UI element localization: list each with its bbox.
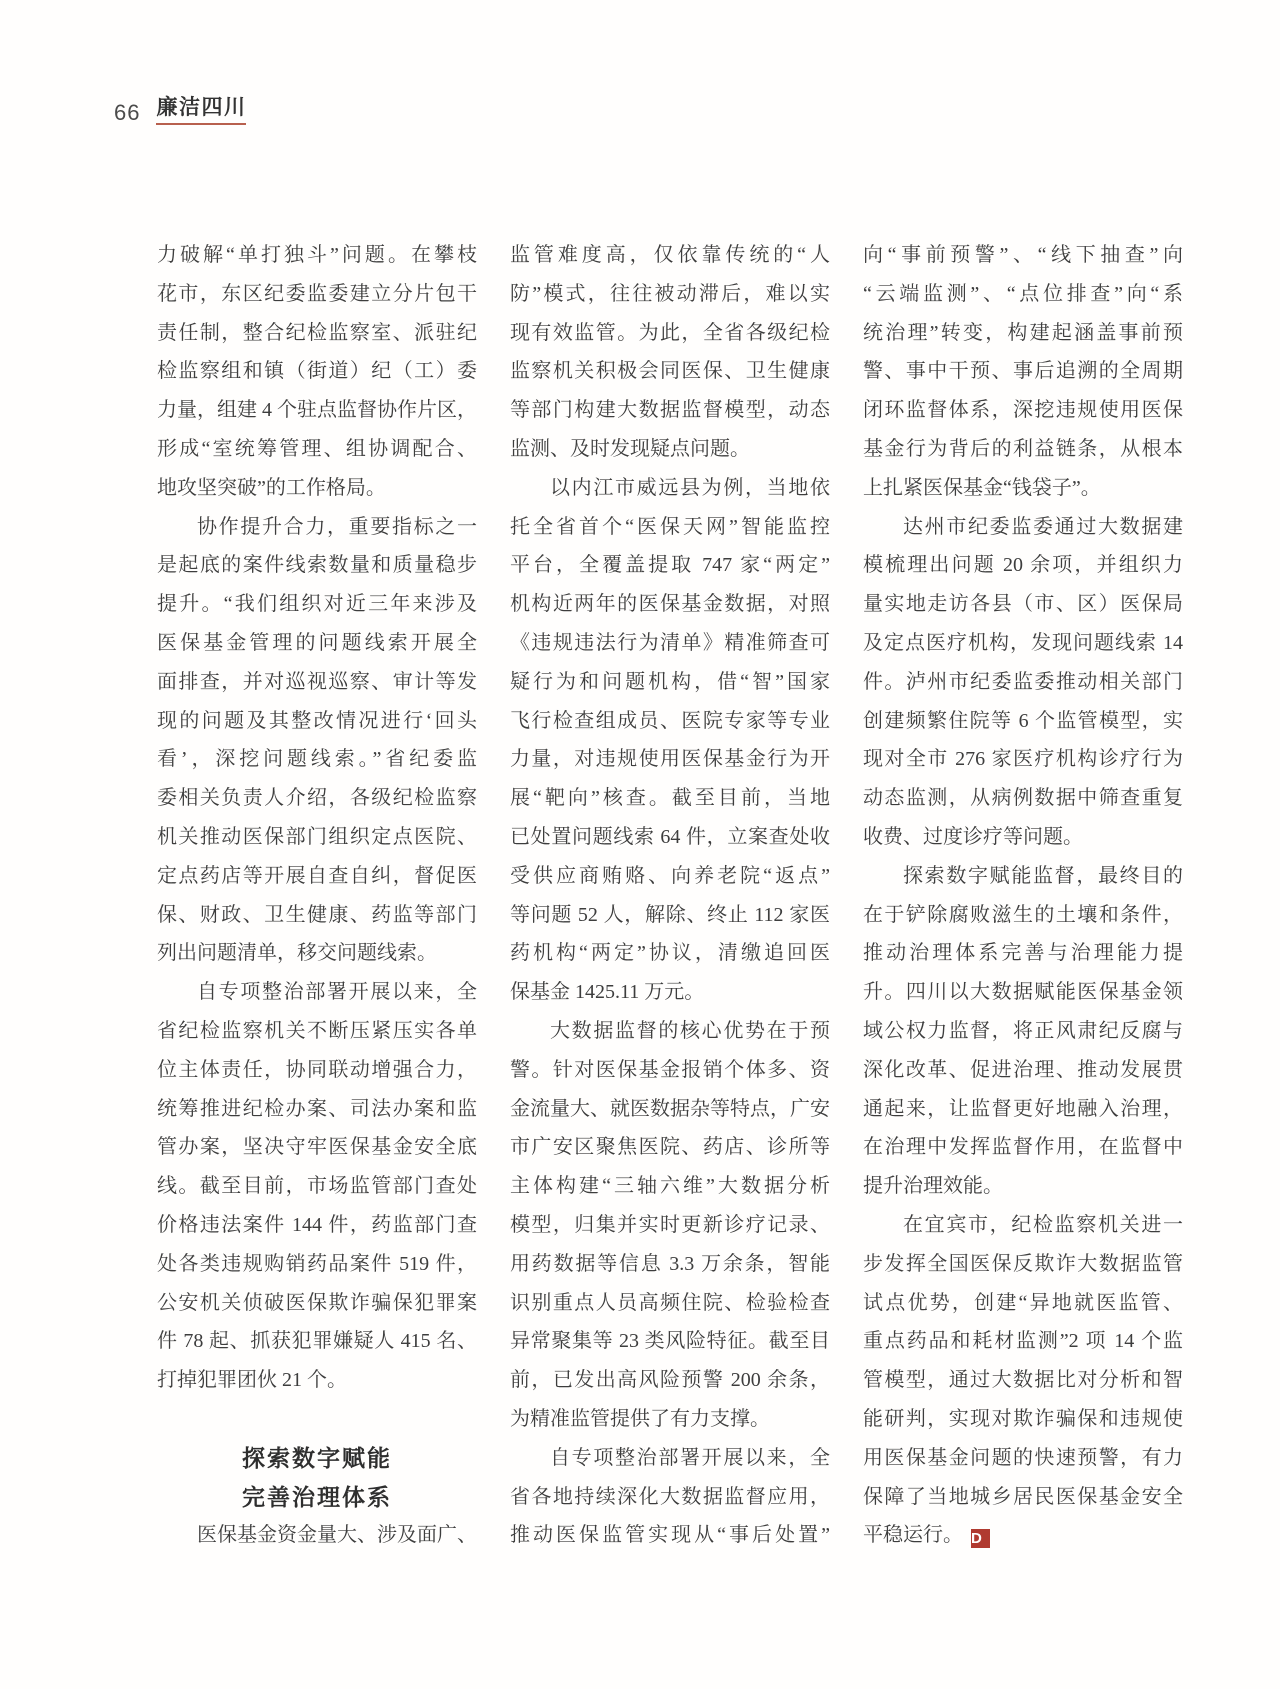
text-line: 探索数字赋能监督，最终目的: [903, 864, 1183, 887]
text-line: 域公权力监督，将正风肃纪反腐与: [863, 1019, 1183, 1042]
column-1: [157, 236, 477, 1555]
text-line: 机关推动医保部门组织定点医院、: [157, 825, 477, 848]
text-line: 线。截至目前，市场监管部门查处: [157, 1175, 477, 1198]
text-line: 警。针对医保基金报销个体多、资: [510, 1058, 830, 1081]
text-line: 创建频繁住院等 6 个监管模型，实: [863, 709, 1183, 732]
text-line: 向“事前预警”、“线下抽查”向: [863, 244, 1183, 266]
text-line: 力量，对违规使用医保基金行为开: [510, 748, 830, 771]
text-line: 升。四川以大数据赋能医保基金领: [863, 981, 1183, 1004]
text-line: 步发挥全国医保反欺诈大数据监管: [863, 1252, 1183, 1275]
text-line: 件 78 起、抓获犯罪嫌疑人 415 名、: [157, 1330, 477, 1353]
text-line: 监管难度高，仅依靠传统的“人: [510, 244, 830, 266]
spacer: [157, 1400, 477, 1439]
text-line: 已处置问题线索 64 件，立案查处收: [510, 825, 830, 848]
section-heading-line-2: 完善治理体系: [242, 1483, 392, 1510]
text-line: 价格违法案件 144 件，药监部门查: [157, 1213, 477, 1236]
text-line: 疑行为和问题机构，借“智”国家: [510, 670, 830, 693]
text-line: 位主体责任，协同联动增强合力，: [157, 1058, 477, 1081]
text-line: 为精准监管提供了有力支撑。: [510, 1407, 770, 1430]
text-line: 用医保基金问题的快速预警，有力: [863, 1446, 1183, 1469]
text-line: 监测、及时发现疑点问题。: [510, 437, 750, 460]
text-line: 闭环监督体系，深挖违规使用医保: [863, 399, 1183, 422]
text-line: 列出问题清单，移交问题线索。: [157, 942, 437, 965]
text-line: 现的问题及其整改情况进行‘回头: [157, 709, 477, 732]
text-line: 省纪检监察机关不断压紧压实各单: [157, 1019, 477, 1042]
text-line: “云端监测”、“点位排查”向“系: [863, 282, 1183, 305]
text-line: 现有效监管。为此，全省各级纪检: [510, 321, 830, 344]
text-line: 定点药店等开展自查自纠，督促医: [157, 864, 477, 887]
text-line: 用药数据等信息 3.3 万余条，智能: [510, 1252, 830, 1275]
text-line: 地攻坚突破”的工作格局。: [157, 476, 386, 499]
text-line: 监察机关积极会同医保、卫生健康: [510, 360, 830, 383]
text-line: 自专项整治部署开展以来，全: [550, 1446, 830, 1469]
text-line: 大数据监督的核心优势在于预: [550, 1019, 830, 1042]
text-line: 收费、过度诊疗等问题。: [863, 825, 1083, 848]
text-line: 在宜宾市，纪检监察机关进一: [903, 1213, 1183, 1236]
text-line: 飞行检查组成员、医院专家等专业: [510, 709, 830, 732]
text-line-last: 平稳运行。: [863, 1524, 963, 1547]
text-line: 件。泸州市纪委监委推动相关部门: [863, 670, 1183, 693]
text-line: 推动医保监管实现从“事后处置”: [510, 1524, 830, 1547]
text-line: 动态监测，从病例数据中筛查重复: [863, 787, 1183, 810]
text-line: 异常聚集等 23 类风险特征。截至目: [510, 1330, 830, 1353]
text-line: 公安机关侦破医保欺诈骗保犯罪案: [157, 1291, 477, 1314]
text-line: 等问题 52 人，解除、终止 112 家医: [510, 903, 830, 926]
text-line: 识别重点人员高频住院、检验检查: [510, 1291, 830, 1314]
text-line: 警、事中干预、事后追溯的全周期: [863, 360, 1183, 383]
text-line: 上扎紧医保基金“钱袋子”。: [863, 476, 1101, 499]
text-line: 通起来，让监督更好地融入治理，: [863, 1097, 1183, 1120]
page-header: [114, 97, 246, 125]
text-line: 医保基金管理的问题线索开展全: [157, 631, 477, 654]
text-line: 统治理”转变，构建起涵盖事前预: [863, 321, 1183, 344]
text-line: 是起底的案件线索数量和质量稳步: [157, 554, 477, 577]
text-line: 提升。“我们组织对近三年来涉及: [157, 593, 477, 616]
text-line: 以内江市威远县为例，当地依: [550, 476, 830, 499]
masthead-title: 廉洁四川: [156, 97, 246, 125]
text-line: 省各地持续深化大数据监督应用，: [510, 1485, 830, 1508]
text-line: 《违规违法行为清单》精准筛查可: [510, 631, 830, 654]
text-line: 医保基金资金量大、涉及面广、: [197, 1524, 477, 1547]
text-line: 受供应商贿赂、向养老院“返点”: [510, 864, 830, 887]
text-line: 平台，全覆盖提取 747 家“两定”: [510, 554, 830, 577]
text-line: 量实地走访各县（市、区）医保局: [863, 593, 1183, 616]
text-line: 金流量大、就医数据杂等特点，广安: [510, 1097, 830, 1120]
text-line: 责任制，整合纪检监察室、派驻纪: [157, 321, 477, 344]
text-line: 自专项整治部署开展以来，全: [197, 981, 477, 1004]
text-line: 展“靶向”核查。截至目前，当地: [510, 787, 830, 810]
text-line: 力量，组建 4 个驻点监督协作片区，: [157, 399, 477, 422]
text-line: 模型，归集并实时更新诊疗记录、: [510, 1213, 830, 1236]
text-line: 防”模式，往往被动滞后，难以实: [510, 282, 830, 305]
text-line: 及定点医疗机构，发现问题线索 14: [863, 631, 1183, 654]
text-line: 模梳理出问题 20 余项，并组织力: [863, 554, 1183, 577]
text-line: 打掉犯罪团伙 21 个。: [157, 1369, 347, 1392]
text-line: 处各类违规购销药品案件 519 件，: [157, 1252, 477, 1275]
text-line: 市广安区聚焦医院、药店、诊所等: [510, 1136, 830, 1159]
text-line: 基金行为背后的利益链条，从根本: [863, 437, 1183, 460]
text-line: 能研判，实现对欺诈骗保和违规使: [863, 1407, 1183, 1430]
text-line: 委相关负责人介绍，各级纪检监察: [157, 787, 477, 810]
text-line: 深化改革、促进治理、推动发展贯: [863, 1058, 1183, 1081]
text-line: 提升治理效能。: [863, 1175, 1003, 1198]
text-line: 现对全市 276 家医疗机构诊疗行为: [863, 748, 1183, 771]
text-line: 等部门构建大数据监督模型，动态: [510, 399, 830, 422]
text-line: 看’，深挖问题线索。”省纪委监: [157, 748, 477, 771]
text-line: 在治理中发挥监督作用，在监督中: [863, 1136, 1183, 1159]
text-line: [863, 1516, 1183, 1555]
text-line: 形成“室统筹管理、组协调配合、: [157, 437, 477, 460]
text-line: 主体构建“三轴六维”大数据分析: [510, 1175, 830, 1198]
text-line: 管办案，坚决守牢医保基金安全底: [157, 1136, 477, 1159]
text-line: 管模型，通过大数据比对分析和智: [863, 1369, 1183, 1392]
text-line: 力破解“单打独斗”问题。在攀枝: [157, 244, 477, 266]
text-line: 在于铲除腐败滋生的土壤和条件，: [863, 903, 1183, 926]
article-end-mark: D: [971, 1529, 990, 1548]
section-heading-line-1: 探索数字赋能: [242, 1444, 392, 1471]
text-line: 协作提升合力，重要指标之一: [197, 515, 477, 538]
text-line: 保基金 1425.11 万元。: [510, 981, 705, 1004]
text-line: 试点优势，创建“异地就医监管、: [863, 1291, 1183, 1314]
text-line: 检监察组和镇（街道）纪（工）委: [157, 360, 477, 383]
text-line: 保障了当地城乡居民医保基金安全: [863, 1485, 1183, 1508]
text-line: 推动治理体系完善与治理能力提: [863, 942, 1183, 965]
column-3: [863, 236, 1183, 1555]
text-line: 达州市纪委监委通过大数据建: [903, 515, 1183, 538]
text-line: 保、财政、卫生健康、药监等部门: [157, 903, 477, 926]
text-line: 托全省首个“医保天网”智能监控: [510, 515, 830, 538]
text-line: 药机构“两定”协议，清缴追回医: [510, 942, 830, 965]
text-line: 面排查，并对巡视巡察、审计等发: [157, 670, 477, 693]
text-line: 机构近两年的医保基金数据，对照: [510, 593, 830, 616]
page-number: 66: [114, 100, 141, 125]
column-2: [510, 236, 830, 1555]
text-line: 重点药品和耗材监测”2 项 14 个监: [863, 1330, 1183, 1353]
text-line: 前，已发出高风险预警 200 余条，: [510, 1369, 830, 1392]
text-line: 统筹推进纪检办案、司法办案和监: [157, 1097, 477, 1120]
text-line: 花市，东区纪委监委建立分片包干: [157, 282, 477, 305]
